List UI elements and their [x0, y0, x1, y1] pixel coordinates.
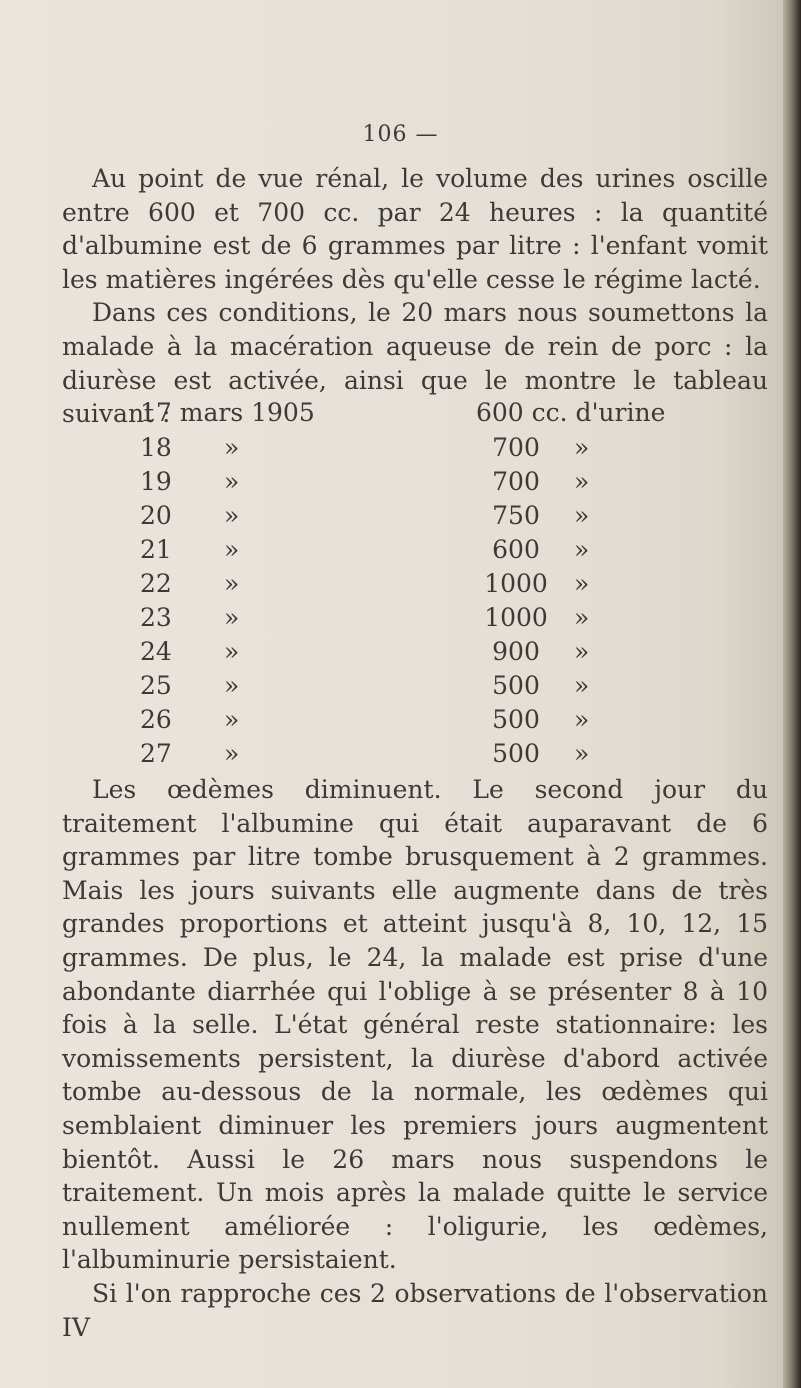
table-cell-day: 22 — [140, 569, 172, 598]
table-cell-unit-ditto: » — [574, 637, 590, 666]
paragraph-renal-volume: Au point de vue rénal, le volume des urines oscille entre 600 et 700 cc. par 24 heures : la quantité d'albumine est de 6 grammes par litre : l'enfant vomit les matières ingérées dès qu'elle cesse le régime lacté. — [62, 164, 768, 294]
table-cell-day: 25 — [140, 671, 172, 700]
table-cell-volume: 500 — [492, 739, 540, 768]
table-cell-unit-ditto: » — [574, 535, 590, 564]
table-cell-unit-ditto: » — [574, 671, 590, 700]
table-cell-day: 23 — [140, 603, 172, 632]
table-cell-ditto: » — [224, 501, 240, 530]
table-cell-volume: 700 — [492, 433, 540, 462]
table-cell-unit-ditto: » — [574, 467, 590, 496]
table-cell-ditto: » — [224, 603, 240, 632]
table-header-volume: 600 cc. d'urine — [476, 398, 666, 427]
table-cell-ditto: » — [224, 739, 240, 768]
table-row — [0, 603, 801, 636]
table-row — [0, 467, 801, 500]
table-cell-volume: 1000 — [484, 603, 548, 632]
table-cell-volume: 1000 — [484, 569, 548, 598]
table-cell-ditto: » — [224, 671, 240, 700]
table-cell-day: 20 — [140, 501, 172, 530]
table-row — [0, 501, 801, 534]
table-cell-volume: 750 — [492, 501, 540, 530]
table-cell-day: 26 — [140, 705, 172, 734]
table-row — [0, 637, 801, 670]
table-cell-unit-ditto: » — [574, 705, 590, 734]
table-cell-volume: 500 — [492, 705, 540, 734]
table-cell-volume: 900 — [492, 637, 540, 666]
table-row — [0, 705, 801, 738]
table-row — [0, 433, 801, 466]
table-cell-unit-ditto: » — [574, 433, 590, 462]
table-cell-unit-ditto: » — [574, 739, 590, 768]
table-header-date: 17 mars 1905 — [140, 398, 315, 427]
table-cell-ditto: » — [224, 433, 240, 462]
table-cell-unit-ditto: » — [574, 501, 590, 530]
paragraph-results: Les œdèmes diminuent. Le second jour du traitement l'albumine qui était auparavant de 6 grammes par litre tombe brusquement à 2 grammes. Mais les jours suivants elle augmente dans de très grandes proportions et atteint jusqu'à 8, 10, 12, 15 grammes. De plus, le 24, la malade est prise d'une abondante diarrhée qui l'oblige à se présenter 8 à 10 fois à la selle. L'état général reste stationnaire: les vomissements persistent, la diurèse d'abord activée tombe au-dessous de la normale, les œdèmes qui semblaient diminuer les premiers jours augmentent bientôt. Aussi le 26 mars nous suspendons le traitement. Un mois après la malade quitte le service nullement améliorée : l'oligurie, les œdèmes, l'albuminurie persistaient. — [62, 775, 768, 1275]
table-cell-day: 21 — [140, 535, 172, 564]
page-edge-shadow — [783, 0, 801, 1388]
table-cell-day: 27 — [140, 739, 172, 768]
table-header-row — [0, 398, 801, 431]
text-bottom — [62, 773, 768, 1344]
table-cell-volume: 500 — [492, 671, 540, 700]
table-cell-day: 24 — [140, 637, 172, 666]
table-row — [0, 739, 801, 772]
table-row — [0, 569, 801, 602]
table-cell-ditto: » — [224, 535, 240, 564]
table-cell-ditto: » — [224, 467, 240, 496]
table-cell-day: 18 — [140, 433, 172, 462]
table-cell-ditto: » — [224, 569, 240, 598]
paragraph-treatment-start: Dans ces conditions, le 20 mars nous soumettons la malade à la macération aqueuse de rein de porc : la diurèse est activée, ainsi que le montre le tableau suivant : — [62, 298, 768, 429]
table-cell-unit-ditto: » — [574, 569, 590, 598]
table-cell-day: 19 — [140, 467, 172, 496]
paragraph-comparison: Si l'on rapproche ces 2 observations de l'observation IV — [62, 1278, 768, 1342]
table-cell-volume: 700 — [492, 467, 540, 496]
table-cell-ditto: » — [224, 637, 240, 666]
table-row — [0, 671, 801, 704]
table-cell-unit-ditto: » — [574, 603, 590, 632]
text-top — [62, 162, 768, 431]
table-row — [0, 535, 801, 568]
page-number: 106 — — [362, 122, 439, 147]
table-cell-ditto: » — [224, 705, 240, 734]
table-cell-volume: 600 — [492, 535, 540, 564]
